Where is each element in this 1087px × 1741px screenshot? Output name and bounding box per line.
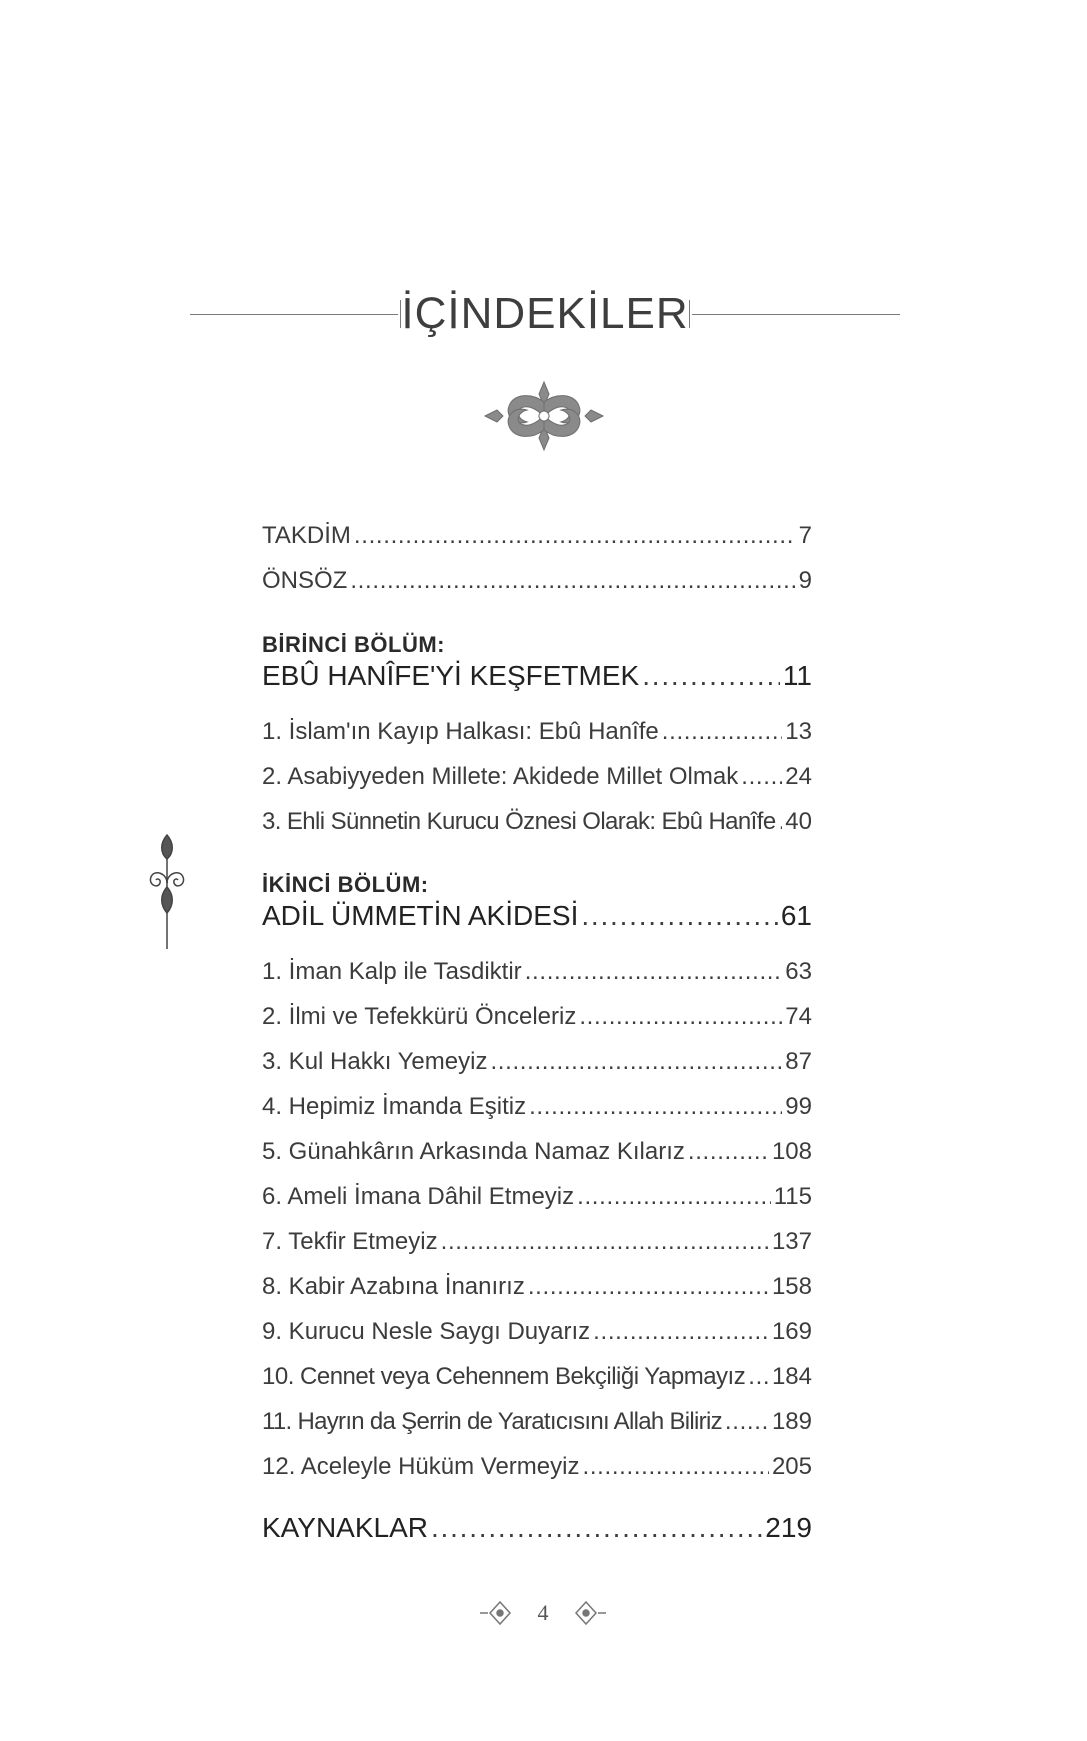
leader-dots xyxy=(350,567,795,595)
toc-entry-page: 169 xyxy=(771,1318,812,1345)
toc-entry-page: 189 xyxy=(771,1408,812,1435)
leader-dots xyxy=(579,1003,782,1031)
toc-entry[interactable] xyxy=(262,958,812,986)
toc-entry-page: 87 xyxy=(785,1048,812,1075)
toc-entry[interactable] xyxy=(262,1228,812,1256)
toc-entry-page: 108 xyxy=(771,1138,812,1165)
toc-entry-label: 3. Kul Hakkı Yemeyiz xyxy=(262,1048,488,1075)
toc-entry-takdim[interactable] xyxy=(262,522,812,550)
page-footer xyxy=(480,1598,606,1628)
toc-entry[interactable] xyxy=(262,808,812,836)
page-number: 4 xyxy=(537,1600,549,1625)
toc-entry-page: 205 xyxy=(771,1453,812,1480)
toc-entry-page: 13 xyxy=(785,718,812,745)
toc-entry-label: KAYNAKLAR xyxy=(262,1512,428,1543)
leader-dots xyxy=(593,1318,769,1346)
leader-dots xyxy=(741,763,782,791)
section-heading-text: EBÛ HANÎFE'Yİ KEŞFETMEK xyxy=(262,660,640,691)
toc-entry[interactable] xyxy=(262,1093,812,1121)
ornament-icon xyxy=(483,380,605,452)
title-bar-right xyxy=(689,300,690,328)
leader-dots xyxy=(525,958,783,986)
toc-entry-label: 1. İman Kalp ile Tasdiktir xyxy=(262,958,522,985)
leader-dots xyxy=(528,1273,769,1301)
toc-entry[interactable] xyxy=(262,763,812,791)
leader-dots xyxy=(582,1453,768,1481)
toc-entry[interactable] xyxy=(262,1363,812,1391)
toc-entry[interactable] xyxy=(262,1138,812,1166)
toc-entry-onsoz[interactable] xyxy=(262,567,812,595)
leader-dots xyxy=(529,1093,782,1121)
toc-entry-page: 158 xyxy=(771,1273,812,1300)
toc-entry-label: 3. Ehli Sünnetin Kurucu Öznesi Olarak: Ebû Hanîfe xyxy=(262,808,776,835)
toc-entry-label: 2. İlmi ve Tefekkürü Önceleriz xyxy=(262,1003,577,1030)
toc-entry[interactable] xyxy=(262,718,812,746)
toc-entry-label: 1. İslam'ın Kayıp Halkası: Ebû Hanîfe xyxy=(262,718,659,745)
leader-dots xyxy=(490,1048,782,1076)
page-title: İÇİNDEKİLER xyxy=(401,289,689,338)
toc-entry[interactable] xyxy=(262,1003,812,1031)
toc-entry-label: TAKDİM xyxy=(262,522,351,549)
toc-title-block xyxy=(190,282,900,346)
section-heading[interactable] xyxy=(262,900,812,932)
toc-entry-sources[interactable] xyxy=(262,1512,812,1544)
section-heading-text: ADİL ÜMMETİN AKİDESİ xyxy=(262,900,579,931)
toc-entry-page: 99 xyxy=(785,1093,812,1120)
toc-entry[interactable] xyxy=(262,1408,812,1436)
section-heading[interactable] xyxy=(262,660,812,692)
toc-entry-page: 40 xyxy=(785,808,812,835)
footer-ornament-right-icon xyxy=(572,1598,606,1628)
toc-entry-label: 12. Aceleyle Hüküm Vermeyiz xyxy=(262,1453,580,1480)
toc-entry[interactable] xyxy=(262,1453,812,1481)
toc-entry-page: 9 xyxy=(798,567,812,594)
leader-dots xyxy=(779,808,783,836)
section-label: İKİNCİ BÖLÜM: xyxy=(262,872,429,897)
leader-dots xyxy=(581,900,777,932)
leader-dots xyxy=(662,718,783,746)
toc-entry-page: 184 xyxy=(771,1363,812,1390)
leader-dots xyxy=(354,522,796,550)
toc-entry-page: 63 xyxy=(785,958,812,985)
leader-dots xyxy=(441,1228,769,1256)
leader-dots xyxy=(688,1138,769,1166)
toc-entry-page: 61 xyxy=(780,900,812,931)
toc-entry-label: 2. Asabiyyeden Millete: Akidede Millet Olmak xyxy=(262,763,739,790)
toc-entry[interactable] xyxy=(262,1318,812,1346)
toc-entry-page: 7 xyxy=(798,522,812,549)
leader-dots xyxy=(642,660,780,692)
toc-entry[interactable] xyxy=(262,1273,812,1301)
toc-entry-page: 11 xyxy=(782,660,812,691)
toc-entry-label: 4. Hepimiz İmanda Eşitiz xyxy=(262,1093,527,1120)
section-label: BİRİNCİ BÖLÜM: xyxy=(262,632,445,657)
toc-entry-label: 9. Kurucu Nesle Saygı Duyarız xyxy=(262,1318,591,1345)
toc-entry-page: 74 xyxy=(785,1003,812,1030)
toc-entry-page: 115 xyxy=(773,1183,812,1210)
toc-entry-label: 6. Ameli İmana Dâhil Etmeyiz xyxy=(262,1183,575,1210)
toc-entry-label: 10. Cennet veya Cehennem Bekçiliği Yapmayız xyxy=(262,1363,746,1390)
toc-entry-label: 11. Hayrın da Şerrin de Yaratıcısını Allah Biliriz xyxy=(262,1408,722,1435)
toc-entry-page: 219 xyxy=(765,1512,812,1543)
toc-entry-label: 7. Tekfir Etmeyiz xyxy=(262,1228,438,1255)
toc-entry-page: 24 xyxy=(785,763,812,790)
side-ornament-icon xyxy=(146,833,188,949)
leader-dots xyxy=(431,1512,762,1544)
toc-entry-label: 5. Günahkârın Arkasında Namaz Kılarız xyxy=(262,1138,685,1165)
toc-entry-label: ÖNSÖZ xyxy=(262,567,348,594)
toc-entry-label: 8. Kabir Azabına İnanırız xyxy=(262,1273,525,1300)
toc-entry[interactable] xyxy=(262,1183,812,1211)
leader-dots xyxy=(748,1363,769,1391)
toc-entry-page: 137 xyxy=(771,1228,812,1255)
toc-entry[interactable] xyxy=(262,1048,812,1076)
leader-dots xyxy=(725,1408,769,1436)
leader-dots xyxy=(577,1183,771,1211)
title-rule-right xyxy=(692,314,900,315)
